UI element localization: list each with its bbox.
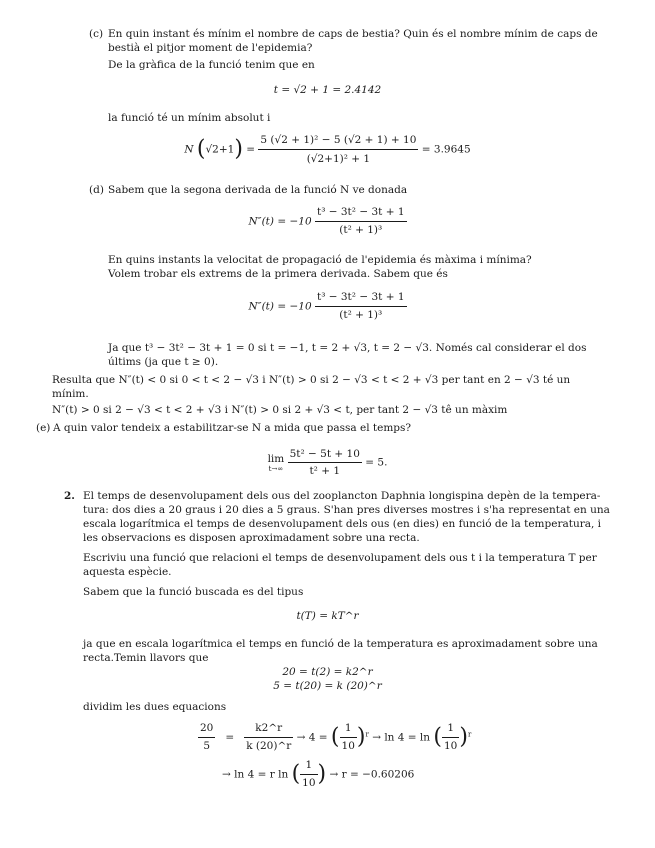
p2-sought: Sabem que la funció buscada es del tipus <box>83 586 304 598</box>
eq-N-arg: √2+1 <box>205 143 235 156</box>
eq-step1-frac <box>340 721 357 754</box>
part-d-label: (d) <box>89 184 104 196</box>
eq-limit-operator <box>268 453 285 473</box>
p2-para1-line2: tura: dos dies a 20 graus i 20 dies a 5 graus. S'han pres diverses mostres i s'ha representat en una <box>83 504 610 516</box>
eq-sd1-fraction <box>315 205 407 238</box>
eq-N-min: N (√2+1) = $\frac{\text{5 (√2 + 1)² − 5 (√2 + 1) + 10}}{\text{(√2+1)² + 1}}$ = 3.9645 <box>184 134 471 165</box>
eq-t-value <box>0 83 655 97</box>
eq-ratio-fraction <box>198 721 215 754</box>
p2-para1-line1: El temps de desenvolupament dels ous del zooplancton Daphnia longispina depèn de la tempera- <box>83 490 601 502</box>
eq-limit-fraction <box>288 447 362 478</box>
eq-step1b: → ln 4 = ln <box>372 731 431 744</box>
eq-step1: → 4 = <box>296 731 328 744</box>
eq-step1b-frac-num: 1 <box>442 721 459 738</box>
part-c-question-line1: En quin instant és mínim el nombre de caps de bestia? Quin és el nombre mínim de caps de <box>108 28 598 40</box>
eq-step1-frac-den: 10 <box>341 740 355 752</box>
p2-divide: dividim les dues equacions <box>83 701 227 713</box>
eq-limit-denominator: t² + 1 <box>309 465 341 477</box>
eq-sd2-lhs: N″(t) = −10 <box>248 300 312 313</box>
eq-k-den: k (20)^r <box>246 740 292 752</box>
eq-sd1-numerator: t³ − 3t² − 3t + 1 <box>315 205 407 222</box>
eq-sd1-denominator: (t² + 1)³ <box>339 224 383 236</box>
eq-N-numerator: 5 (√2 + 1)² − 5 (√2 + 1) + 10 <box>258 132 418 150</box>
part-c-from-graph: De la gràfica de la funció tenim que en <box>108 59 315 71</box>
eq-sd1-lhs: N″(t) = −10 <box>248 215 312 228</box>
part-e-label: (e) <box>36 422 51 434</box>
part-c-abs-min: la funció té un mínim absolut i <box>108 112 271 124</box>
part-c-label: (c) <box>89 28 104 40</box>
eq-system-2 <box>0 679 655 693</box>
p2-para1-line4: les observacions es disposen aproximadament sobre una recta. <box>83 532 420 544</box>
part-d-result-line1: Resulta que N″(t) < 0 si 0 < t < 2 − √3 i N″(t) > 0 si 2 − √3 < t < 2 + √3 per tant en 2 − √3 té un <box>52 374 571 386</box>
part-d-roots-line2: últims (ja que t ≥ 0). <box>108 356 219 368</box>
problem-2-number <box>64 489 75 503</box>
eq-system-1-text: 20 = t(2) = k2^r <box>282 666 373 678</box>
eq-N-value: = 3.9645 <box>421 143 471 156</box>
eq-limit-value: = 5. <box>365 456 388 469</box>
p2-para1-line3: escala logarítmica el temps de desenvolupament dels ous (en dies) en funció de la temperatura, i <box>83 518 602 530</box>
p2-para2-line2: aquesta espècie. <box>83 566 172 578</box>
eq-k-fraction <box>244 721 293 754</box>
eq-second-derivative-2 <box>0 290 655 323</box>
eq-step2-result: → r = −0.60206 <box>329 768 415 781</box>
part-d-question-line1: En quins instants la velocitat de propagació de l'epidemia és màxima i mínima? <box>108 254 532 266</box>
eq-limit-numerator: 5t² − 5t + 10 <box>288 447 362 463</box>
eq-model <box>0 609 655 623</box>
eq-step1b-frac <box>442 721 459 754</box>
part-d-result-line3: N″(t) > 0 si 2 − √3 < t < 2 + √3 i N″(t) > 0 si 2 + √3 < t, per tant 2 − √3 tê un màxim <box>52 404 508 416</box>
part-d-intro: Sabem que la segona derivada de la funció N ve donada <box>108 184 408 196</box>
eq-model-text: t(T) = kT^r <box>296 610 359 622</box>
eq-limit-label: lim <box>267 452 285 465</box>
eq-N-lhs: N <box>184 143 194 156</box>
eq-system-1 <box>0 665 655 679</box>
eq-sd2-denominator: (t² + 1)³ <box>339 309 383 321</box>
problem-2-number-text: 2. <box>64 490 75 502</box>
eq-step1-frac-num: 1 <box>340 721 357 738</box>
part-c-question-line2: bestià el pitjor moment de l'epidemia? <box>108 42 313 54</box>
eq-ratio-den: 5 <box>203 740 211 752</box>
eq-N-denominator: (√2+1)² + 1 <box>306 153 371 165</box>
eq-N-fraction <box>258 132 418 167</box>
part-d-question-line2: Volem trobar els extrems de la primera derivada. Sabem que és <box>108 268 448 280</box>
eq-step2-frac-den: 10 <box>302 777 316 789</box>
eq-k-num: k2^r <box>244 721 293 738</box>
eq-step2-lhs: → ln 4 = r ln <box>222 768 289 781</box>
eq-system-2-text: 5 = t(20) = k (20)^r <box>273 680 382 692</box>
p2-para3-line2: recta.Temin llavors que <box>83 652 209 664</box>
eq-ratio-num: 20 <box>198 721 215 738</box>
eq-limit <box>0 447 655 478</box>
p2-para2-line1: Escriviu una funció que relacioni el temps de desenvolupament dels ous t i la temperatura T per <box>83 552 597 564</box>
part-e-question: A quin valor tendeix a estabilitzar-se N a mida que passa el temps? <box>53 422 412 434</box>
eq-limit-sub: t→∞ <box>268 464 284 473</box>
eq-sd2-fraction <box>315 290 407 323</box>
eq-t-text: t = √2 + 1 = 2.4142 <box>273 84 382 96</box>
part-d-roots-line1: Ja que t³ − 3t² − 3t + 1 = 0 si t = −1, t = 2 + √3, t = 2 − √3. Només cal considerar el dos <box>108 342 587 354</box>
eq-second-derivative-1 <box>0 205 655 238</box>
p2-para3-line1: ja que en escala logarítmica el temps en funció de la temperatura es aproximadament sobre una <box>83 638 598 650</box>
part-d-result-line2: mínim. <box>52 388 89 400</box>
eq-sd2-numerator: t³ − 3t² − 3t + 1 <box>315 290 407 307</box>
eq-division-row2: → ln 4 = r ln ( $\frac{1}{10}$ ) → r = −0.60206 <box>222 759 415 789</box>
eq-step1b-frac-den: 10 <box>444 740 458 752</box>
eq-step2-frac <box>300 758 317 791</box>
eq-division-row1: $\frac{20}{5}$ = $\frac{k2\^{}r}{k (20)\^{}r}$ → 4 = ( $\frac{1}{10}$ )$^r$ → ln 4 = ln ( $\frac{1}{10}$ )$^r$ <box>200 722 472 752</box>
eq-step2-frac-num: 1 <box>300 758 317 775</box>
